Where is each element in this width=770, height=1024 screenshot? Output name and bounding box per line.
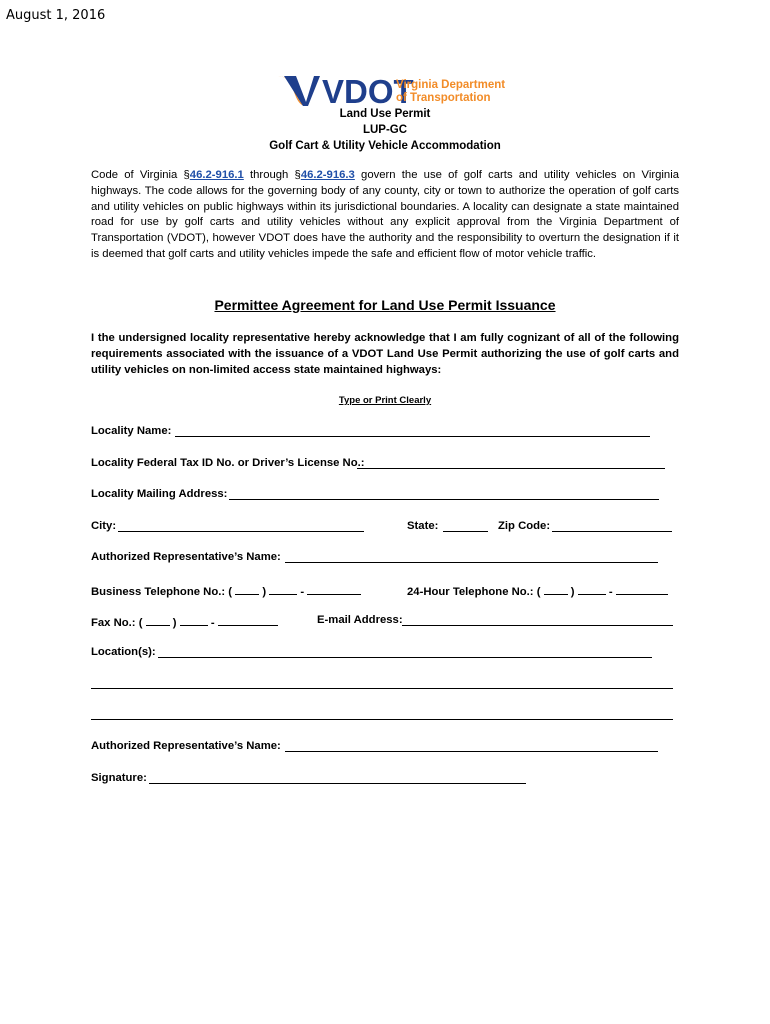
fax-label [91, 613, 278, 630]
fax-dash: - [210, 617, 215, 629]
hour24-phone-area-input[interactable] [544, 582, 568, 595]
business-phone-open-paren: ( [228, 586, 233, 598]
hour24-phone-open-paren: ( [536, 586, 541, 598]
mailing-address-label: Locality Mailing Address: [91, 488, 228, 500]
auth-rep-2-input[interactable] [285, 751, 658, 752]
hour24-phone-number-input[interactable] [616, 582, 668, 595]
business-phone-label-text: Business Telephone No.: [91, 586, 226, 598]
business-phone-close-paren: ) [262, 586, 267, 598]
state-label: State: [407, 520, 439, 532]
state-input[interactable] [443, 531, 488, 532]
locations-input-line-2[interactable] [91, 688, 673, 689]
hour24-phone-label-text: 24-Hour Telephone No.: [407, 586, 534, 598]
intro-middle: through § [243, 169, 301, 181]
code-link-46-2-916-3[interactable]: 46.2-916.3 [300, 169, 355, 181]
mailing-address-input[interactable] [229, 499, 659, 500]
city-label: City: [91, 520, 117, 532]
city-input[interactable] [118, 531, 364, 532]
fax-open-paren: ( [138, 617, 143, 629]
locality-name-label: Locality Name: [91, 425, 172, 437]
zip-input[interactable] [552, 531, 672, 532]
signature-input[interactable] [149, 783, 526, 784]
business-phone-prefix-input[interactable] [269, 582, 297, 595]
intro-paragraph [91, 168, 679, 263]
agreement-paragraph: I the undersigned locality representative hereby acknowledge that I am fully cognizant of all of the following requirements associated with the issuance of a VDOT Land Use Permit authorizing the use of golf carts and utility vehicles on non-limited access state maintained highways: [91, 332, 679, 376]
title-line-2: LUP-GC [362, 124, 408, 136]
business-phone-number-input[interactable] [307, 582, 361, 595]
hour24-phone-label [407, 582, 668, 599]
email-label: E-mail Address: [317, 614, 403, 626]
tax-id-label: Locality Federal Tax ID No. or Driver’s License No.: [91, 457, 365, 469]
hour24-phone-prefix-input[interactable] [578, 582, 606, 595]
hour24-phone-close-paren: ) [570, 586, 575, 598]
intro-body: govern the use of golf carts and utility vehicles on Virginia highways. The code allows for the governing body of any county, city or town to authorize the operation of golf carts and utility vehicles on public highways within its jurisdictional boundaries. A locality can designate a state maintained road for use by golf carts and utility vehicles without any explicit approval from the Virginia Department of Transportation (VDOT), however VDOT does have the authority and the responsibility to overturn the designation if it is deemed that golf carts and utility vehicles impede the safe and efficient flow of motor vehicle traffic. [91, 169, 680, 260]
business-phone-dash: - [300, 586, 305, 598]
locations-input-line-3[interactable] [91, 719, 673, 720]
title-line-1: Land Use Permit [339, 108, 431, 120]
fax-prefix-input[interactable] [180, 613, 208, 626]
fax-close-paren: ) [172, 617, 177, 629]
signature-label: Signature: [91, 772, 147, 784]
auth-rep-2-label: Authorized Representative’s Name: [91, 740, 281, 752]
auth-rep-input[interactable] [285, 562, 658, 563]
logo-wordmark: VDOT [322, 73, 414, 110]
hour24-phone-dash: - [608, 586, 613, 598]
fax-label-text: Fax No.: [91, 617, 136, 629]
logo-line-2: of Transportation [396, 92, 491, 104]
document-date: August 1, 2016 [6, 8, 106, 23]
title-line-3: Golf Cart & Utility Vehicle Accommodation [269, 140, 501, 152]
locations-input-line-1[interactable] [158, 657, 652, 658]
auth-rep-label: Authorized Representative’s Name: [91, 551, 281, 563]
locations-label: Location(s): [91, 646, 156, 658]
section-title: Permittee Agreement for Land Use Permit Issuance [214, 297, 556, 313]
business-phone-area-input[interactable] [235, 582, 259, 595]
intro-prefix: Code of Virginia § [91, 169, 190, 181]
print-note: Type or Print Clearly [338, 395, 432, 406]
vdot-logo-mark [276, 72, 506, 110]
logo-line-1: Virginia Department [396, 79, 506, 91]
document-title-block [0, 106, 770, 154]
zip-label: Zip Code: [498, 520, 551, 532]
locality-name-input[interactable] [175, 436, 650, 437]
email-input[interactable] [402, 625, 673, 626]
fax-number-input[interactable] [218, 613, 278, 626]
fax-area-input[interactable] [146, 613, 170, 626]
business-phone-label [91, 582, 361, 599]
tax-id-input[interactable] [357, 468, 665, 469]
vdot-logo [276, 72, 506, 110]
code-link-46-2-916-1[interactable]: 46.2-916.1 [189, 169, 244, 181]
